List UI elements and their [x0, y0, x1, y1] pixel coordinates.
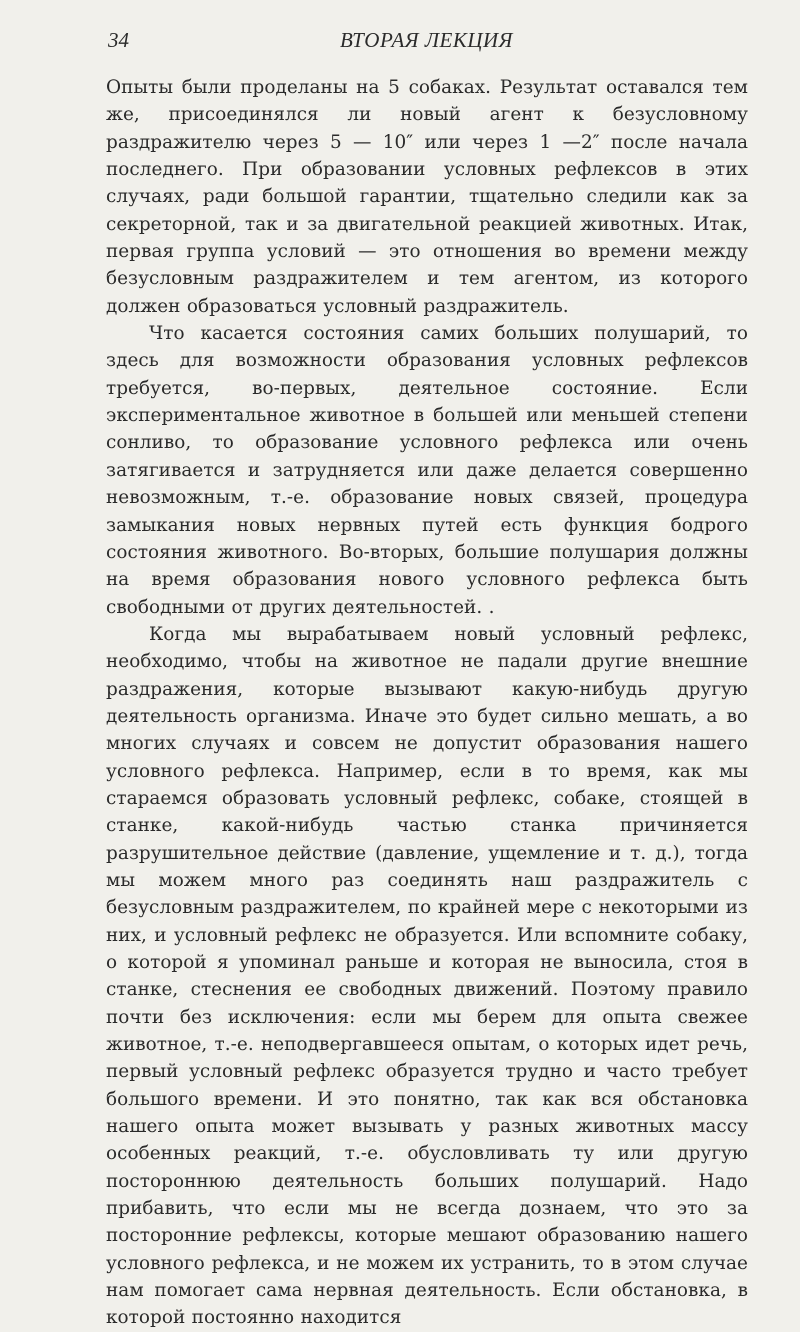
running-title: ВТОРАЯ ЛЕКЦИЯ: [340, 28, 513, 52]
paragraph-1: Опыты были проделаны на 5 собаках. Результат оставался тем же, присоединялся ли новый агент к безусловному раздражителю через 5 — 10″ или через 1 —2″ после начала последнего. При образовании условных рефлексов в этих случаях, ради большой гарантии, тщательно следили как за секреторной, так и за двигательной реакцией животных. Итак, первая группа условий — это отношения во времени между безусловным раздражителем и тем агентом, из которого должен образоваться условный раздражитель.: [106, 77, 748, 317]
page-number: 34: [108, 28, 129, 52]
paragraph-3: Когда мы вырабатываем новый условный рефлекс, необходимо, чтобы на животное не падали другие внешние раздражения, которые вызывают какую-нибудь другую деятельность организма. Иначе это будет сильно мешать, а во многих случаях и совсем не допустит образования нашего условного рефлекса. Например, если в то время, как мы стараемся образовать условный рефлекс, собаке, стоящей в станке, какой-нибудь частью станка причиняется разрушительное действие (давление, ущемление и т. д.), тогда мы можем много раз соединять наш раздражитель с безусловным раздражителем, по крайней мере с некоторыми из них, и условный рефлекс не образуется. Или вспомните собаку, о которой я упоминал раньше и которая не выносила, стоя в станке, стеснения ее свободных движений. Поэтому правило почти без исключения: если мы берем для опыта свежее животное, т.-е. неподвергавшееся опытам, о которых идет речь, первый условный рефлекс образуется трудно и часто требует большого времени. И это понятно, так как вся обстановка нашего опыта может вызывать у разных животных массу особенных реакций, т.-е. обусловливать ту или другую постороннюю деятельность больших полушарий. Надо прибавить, что если мы не всегда дознаем, что это за посторонние рефлексы, которые мешают образованию нашего условного рефлекса, и не можем их устранить, то в этом случае нам помогает сама нервная деятельность. Если обстановка, в которой постоянно находится: [106, 623, 748, 1329]
paragraph-2: Что касается состояния самих больших полушарий, то здесь для возможности образования условных рефлексов требуется, во-первых, деятельное состояние. Если экспериментальное животное в большей или меньшей степени сонливо, то образование условного рефлекса или очень затягивается и затрудняется или даже делается совершенно невозможным, т.-е. образование новых связей, процедура замыкания новых нервных путей есть функция бодрого состояния животного. Во-вторых, большие полушария должны на время образования нового условного рефлекса быть свободными от других деятельностей. .: [106, 323, 748, 618]
page-header: [108, 14, 728, 54]
body-text: [106, 74, 748, 1332]
